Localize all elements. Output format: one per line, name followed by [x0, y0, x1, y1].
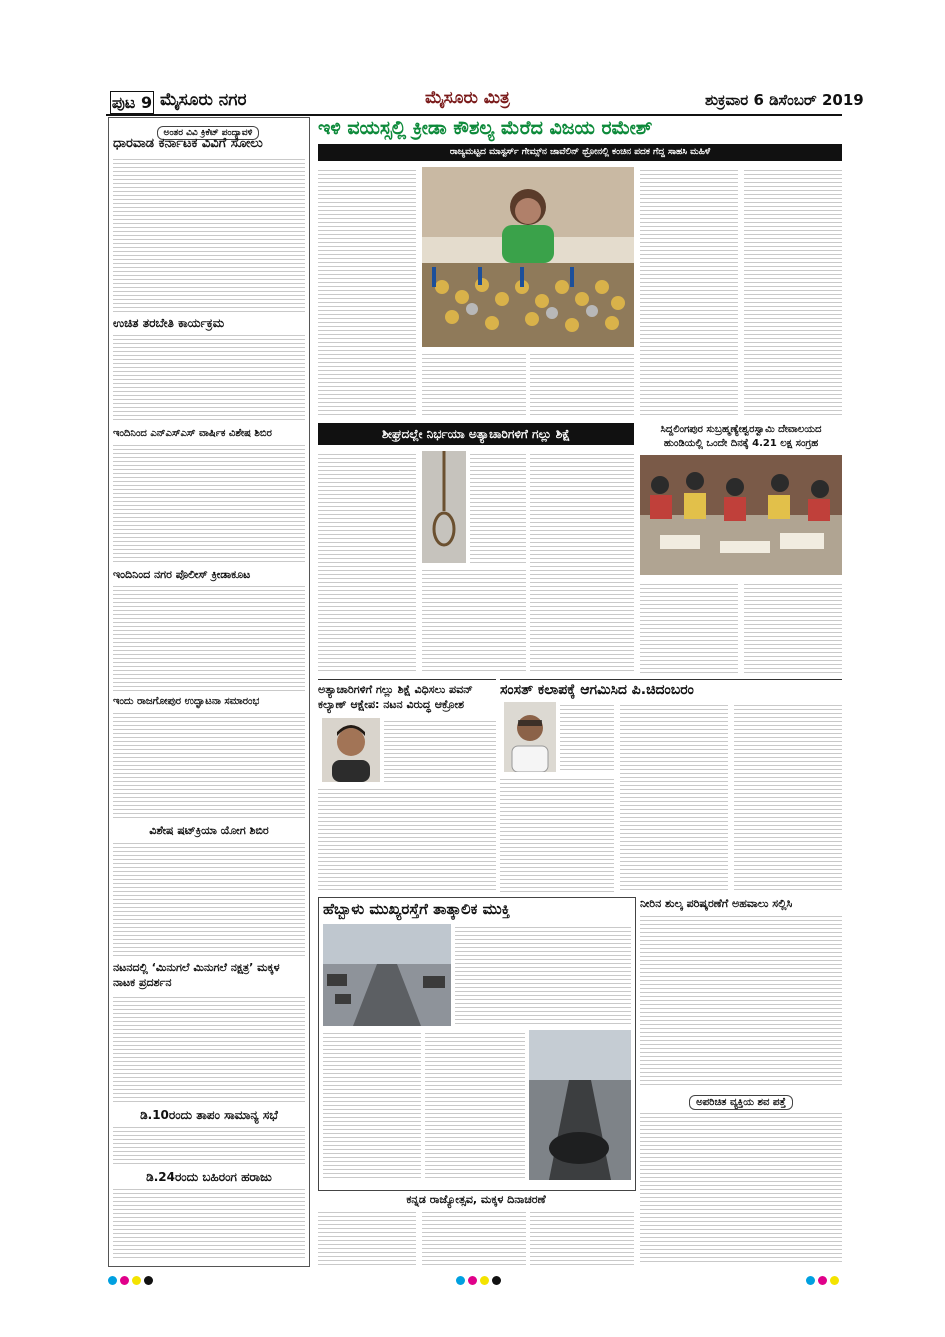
road-before-photo — [323, 924, 451, 1026]
noose-graphic — [422, 451, 466, 563]
body-found-story — [640, 1090, 842, 1266]
training-body — [113, 332, 305, 422]
drama-headline: ನಟನದಲ್ಲಿ ‘ಮಿನುಗಲೆ ಮಿನುಗಲೆ ನಕ್ಷತ್ರ’ ಮಕ್ಕಳ ನಾಟಕ ಪ್ರದರ್ಶನ — [113, 961, 280, 989]
body-found-body — [640, 1110, 842, 1264]
chidambaram-body-col1 — [500, 776, 614, 892]
pawan-kalyan-photo — [322, 718, 380, 782]
temple-headline: ಸಿದ್ದಲಿಂಗಪುರ ಸುಬ್ರಹ್ಮಣ್ಯೇಶ್ವರಸ್ವಾಮಿ ದೇವಾಲಯದ ಹುಂಡಿಯಲ್ಲಿ ಒಂದೇ ದಿನಕ್ಕೆ 4.21 ಲಕ್ಷ ಸಂಗ್ರಹ — [660, 424, 822, 449]
hebbal-body-top — [455, 924, 631, 1026]
nss-body — [113, 442, 305, 562]
rajyotsava-body-col2 — [422, 1209, 526, 1265]
lead-body-col1 — [318, 167, 416, 417]
training-headline: ಉಚಿತ ತರಬೇತಿ ಕಾರ್ಯಕ್ರಮ — [113, 316, 225, 330]
police-sports-headline: ಇಂದಿನಿಂದ ನಗರ ಪೊಲೀಸ್ ಕ್ರೀಡಾಕೂಟ — [113, 568, 251, 581]
body-found-headline: ಅಪರಿಚಿತ ವ್ಯಕ್ತಿಯ ಶವ ಪತ್ತೆ — [689, 1095, 793, 1110]
auction-headline: ಡಿ.24ರಂದು ಬಹಿರಂಗ ಹರಾಜು — [146, 1170, 272, 1184]
taluk-meeting-headline: ಡಿ.10ರಂದು ತಾಪಂ ಸಾಮಾನ್ಯ ಸಭೆ — [140, 1108, 278, 1122]
taluk-meeting-body — [113, 1124, 305, 1166]
temple-body-col1 — [640, 581, 738, 673]
issue-date: ಶುಕ್ರವಾರ 6 ಡಿಸೆಂಬರ್ 2019 — [705, 91, 864, 109]
water-tariff-headline: ನೀರಿನ ಶುಲ್ಕ ಪರಿಷ್ಕರಣೆಗೆ ಅಹವಾಲು ಸಲ್ಲಿಸಿ — [640, 897, 793, 910]
header-rule — [106, 114, 842, 116]
gopura-headline: ಇಂದು ರಾಜಗೋಪುರ ಉದ್ಘಾಟನಾ ಸಮಾರಂಭ — [113, 696, 260, 707]
police-sports-body — [113, 583, 305, 693]
rajyotsava-headline: ಕನ್ನಡ ರಾಜ್ಯೋತ್ಸವ, ಮಕ್ಕಳ ದಿನಾಚರಣೆ — [406, 1193, 546, 1206]
cricket-kicker: ಅಂತರ ವಿವಿ ಕ್ರಿಕೆಟ್ ಪಂದ್ಯಾವಳಿ — [157, 126, 260, 140]
cricket-body — [113, 156, 305, 312]
page-number: ಪುಟ 9 — [111, 93, 153, 112]
nirbhaya-body-col3 — [530, 451, 634, 673]
water-tariff-body — [640, 913, 842, 1085]
rajyotsava-body-col3 — [530, 1209, 634, 1265]
chidambaram-photo — [504, 702, 556, 772]
temple-story — [640, 423, 842, 675]
temple-body-col2 — [744, 581, 842, 673]
yoga-body — [113, 840, 305, 956]
hundi-counting-photo — [640, 455, 842, 575]
chidambaram-headline: ಸಂಸತ್ ಕಲಾಪಕ್ಕೆ ಆಗಮಿಸಿದ ಪಿ.ಚಿದಂಬರಂ — [500, 682, 694, 698]
nss-headline: ಇಂದಿನಿಂದ ಎನ್‌ಎಸ್‌ಎಸ್ ವಾರ್ಷಿಕ ವಿಶೇಷ ಶಿಬಿರ — [113, 428, 272, 439]
chidambaram-body-col2 — [620, 702, 728, 892]
nirbhaya-body-col2b — [470, 451, 526, 563]
pawan-story — [318, 679, 496, 894]
rajyotsava-story — [318, 1193, 634, 1269]
nirbhaya-body-col1 — [318, 451, 416, 673]
pawan-body — [318, 786, 496, 892]
nirbhaya-body-col2 — [422, 567, 526, 673]
chidambaram-story — [500, 679, 842, 894]
hebbal-headline: ಹೆಬ್ಬಾಳು ಮುಖ್ಯರಸ್ತೆಗೆ ತಾತ್ಕಾಲಿಕ ಮುಕ್ತಿ — [323, 900, 510, 918]
hebbal-body-col1 — [323, 1030, 421, 1180]
hebbal-body-col2 — [425, 1030, 525, 1180]
chidambaram-body-col3 — [734, 702, 842, 892]
gopura-body — [113, 710, 305, 818]
hebbal-story — [318, 897, 636, 1191]
pawan-headline: ಅತ್ಯಾಚಾರಿಗಳಿಗೆ ಗಲ್ಲು ಶಿಕ್ಷೆ ವಿಧಿಸಲು ಪವನ್ ಕಲ್ಯಾಣ್ ಆಕ್ಷೇಪ: ನಟನ ವಿರುದ್ಧ ಆಕ್ರೋಶ — [318, 683, 473, 711]
chidambaram-body-top — [560, 702, 614, 772]
drama-body — [113, 994, 305, 1104]
lead-headline: ಇಳಿ ವಯಸ್ಸಲ್ಲಿ ಕ್ರೀಡಾ ಕೌಶಲ್ಯ ಮೆರೆದ ವಿಜಯ ರಮೇಶ್ — [318, 117, 653, 139]
road-after-photo — [529, 1030, 631, 1180]
rajyotsava-body-col1 — [318, 1209, 416, 1265]
section-title: ಮೈಸೂರು ನಗರ — [160, 90, 247, 110]
lead-body-col2 — [422, 351, 526, 417]
nirbhaya-story — [318, 423, 634, 675]
athlete-medals-photo — [422, 167, 634, 347]
lead-body-col4 — [640, 167, 738, 417]
auction-body — [113, 1186, 305, 1260]
yoga-headline: ವಿಶೇಷ ಷಟ್‌ಕ್ರಿಯಾ ಯೋಗ ಶಿಬಿರ — [149, 824, 269, 837]
cricket-headline: ಧಾರವಾಡ ಕರ್ನಾಟಕ ವಿವಿಗೆ ಸೋಲು — [113, 136, 263, 151]
nirbhaya-headline: ಶೀಘ್ರದಲ್ಲೇ ನಿರ್ಭಯಾ ಅತ್ಯಾಚಾರಿಗಳಿಗೆ ಗಲ್ಲು ಶಿಕ್ಷೆ — [318, 423, 634, 445]
water-tariff-story — [640, 897, 842, 1087]
lead-body-col5 — [744, 167, 842, 417]
left-column — [108, 117, 310, 1267]
lead-story — [318, 117, 842, 419]
lead-subhead: ರಾಜ್ಯಮಟ್ಟದ ಮಾಸ್ಟರ್ಸ್ ಗೇಮ್ಸ್‌ನ ಜಾವೆಲಿನ್ ಥ್ರೋನಲ್ಲಿ ಕಂಚಿನ ಪದಕ ಗೆದ್ದ ಸಾಹಸಿ ಮಹಿಳೆ — [318, 144, 842, 161]
pawan-body-top — [384, 718, 496, 782]
masthead-logo: ಮೈಸೂರು ಮಿತ್ರ — [425, 88, 510, 108]
lead-body-col3 — [530, 351, 634, 417]
